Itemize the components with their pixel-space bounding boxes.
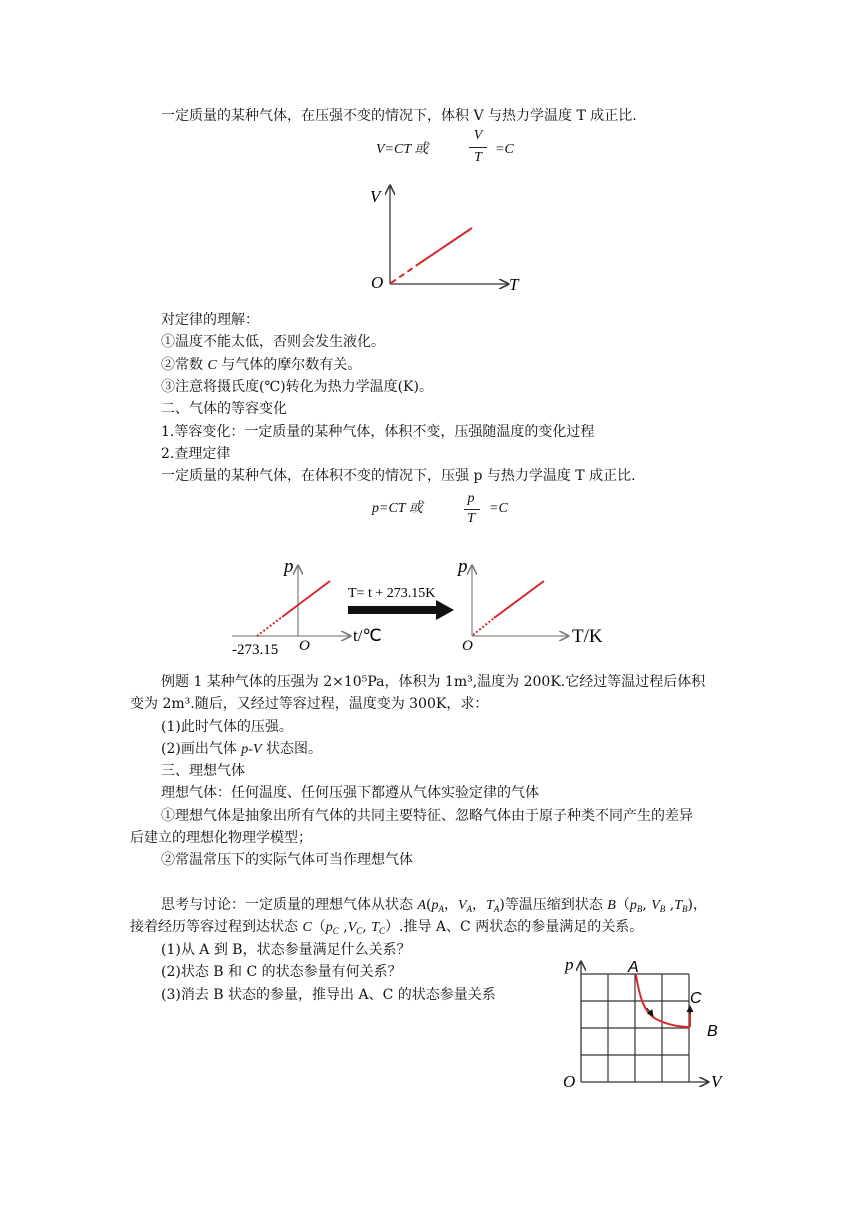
ideal-point-1-line-1: ①理想气体是抽象出所有气体的共同主要特征、忽略气体由于原子种类不同产生的差异	[161, 808, 693, 824]
t-celsius-label: t/℃	[353, 626, 382, 645]
discussion-question-1: (1)从 A 到 B，状态参量满足什么关系？	[161, 942, 411, 958]
origin-left: O	[299, 638, 310, 654]
isochoric-definition: 1.等容变化：一定质量的某种气体，体积不变，压强随温度的变化过程	[161, 424, 595, 440]
t-kelvin-label: T/K	[572, 626, 603, 647]
frac-v-numerator: V	[473, 128, 483, 143]
discussion-line-1: 思考与讨论：一定质量的理想气体从状态 $A(p_A$，$V_A$，$T_A$)等温压缩到状态 $B(p_B$, $V_B$ $,T_B$)，	[161, 897, 707, 914]
formula-v-ct: V=CT 或	[376, 142, 429, 157]
example-line-1: 例题 1 某种气体的压强为 2×10⁵Pa，体积为 1m³,温度为 200K.它经过等温过程后体积	[161, 674, 706, 690]
example-question-1: (1)此时气体的压强。	[161, 719, 293, 735]
understanding-item-3: ③注意将摄氏度(℃)转化为热力学温度(K)。	[161, 379, 433, 395]
ideal-gas-heading: 三、理想气体	[161, 763, 245, 779]
origin-right: O	[462, 638, 473, 654]
v-axis-label: V	[370, 187, 381, 206]
point-c-label: C	[690, 990, 702, 1007]
p-label-left: p	[284, 556, 294, 577]
discussion-question-3: (3)消去 B 状态的参量，推导出 A、C 的状态参量关系	[161, 987, 496, 1003]
understanding-title: 对定律的理解：	[161, 312, 259, 328]
isochoric-statement: 一定质量的某种气体，在体积不变的情况下，压强 p 与热力学温度 T 成正比.	[161, 468, 636, 484]
example-line-2: 变为 2m³.随后，又经过等容过程，温度变为 300K，求：	[130, 696, 489, 712]
v-label-pv: V	[711, 1072, 722, 1091]
formula-equals-c-2: =C	[489, 501, 508, 516]
origin-label: O	[371, 273, 384, 292]
frac-t-denominator: T	[474, 150, 482, 165]
isochoric-heading: 二、气体的等容变化	[161, 401, 287, 417]
ideal-point-1-line-2: 后建立的理想化物理学模型；	[130, 830, 312, 846]
intercept-label: -273.15	[232, 642, 279, 658]
conversion-formula: T= t + 273.15K	[348, 586, 436, 601]
understanding-item-1: ①温度不能太低，否则会发生液化。	[161, 334, 385, 350]
p-label-pv: p	[565, 955, 574, 974]
example-question-2: (2)画出气体 p-V 状态图。	[161, 741, 322, 757]
discussion-question-2: (2)状态 B 和 C 的状态参量有何关系？	[161, 964, 402, 980]
formula-equals-c: =C	[495, 142, 514, 157]
frac-t-denominator-2: T	[467, 511, 475, 526]
frac-p-numerator: p	[467, 491, 475, 506]
grid	[581, 974, 689, 1082]
t-axis-label: T	[509, 275, 519, 294]
origin-pv: O	[563, 1072, 576, 1091]
discussion-line-2: 接着经历等容过程到达状态 $C(p_C$ $,V_C$, $T_C$）.推导 A、C 两状态的参量满足的关系。	[130, 919, 644, 936]
p-label-right: p	[458, 556, 468, 577]
formula-p-ct: p=CT 或	[372, 501, 423, 516]
charles-statement: 一定质量的某种气体，在压强不变的情况下，体积 V 与热力学温度 T 成正比.	[161, 108, 637, 124]
ideal-point-2: ②常温常压下的实际气体可当作理想气体	[161, 852, 413, 868]
ideal-gas-definition: 理想气体：任何温度、任何压强下都遵从气体实验定律的气体	[161, 785, 539, 801]
understanding-item-2: ②常数 C 与气体的摩尔数有关。	[161, 357, 362, 373]
point-a-label: A	[628, 959, 639, 976]
charles-law-title: 2.查理定律	[161, 446, 231, 462]
point-b-label: B	[707, 1023, 718, 1040]
